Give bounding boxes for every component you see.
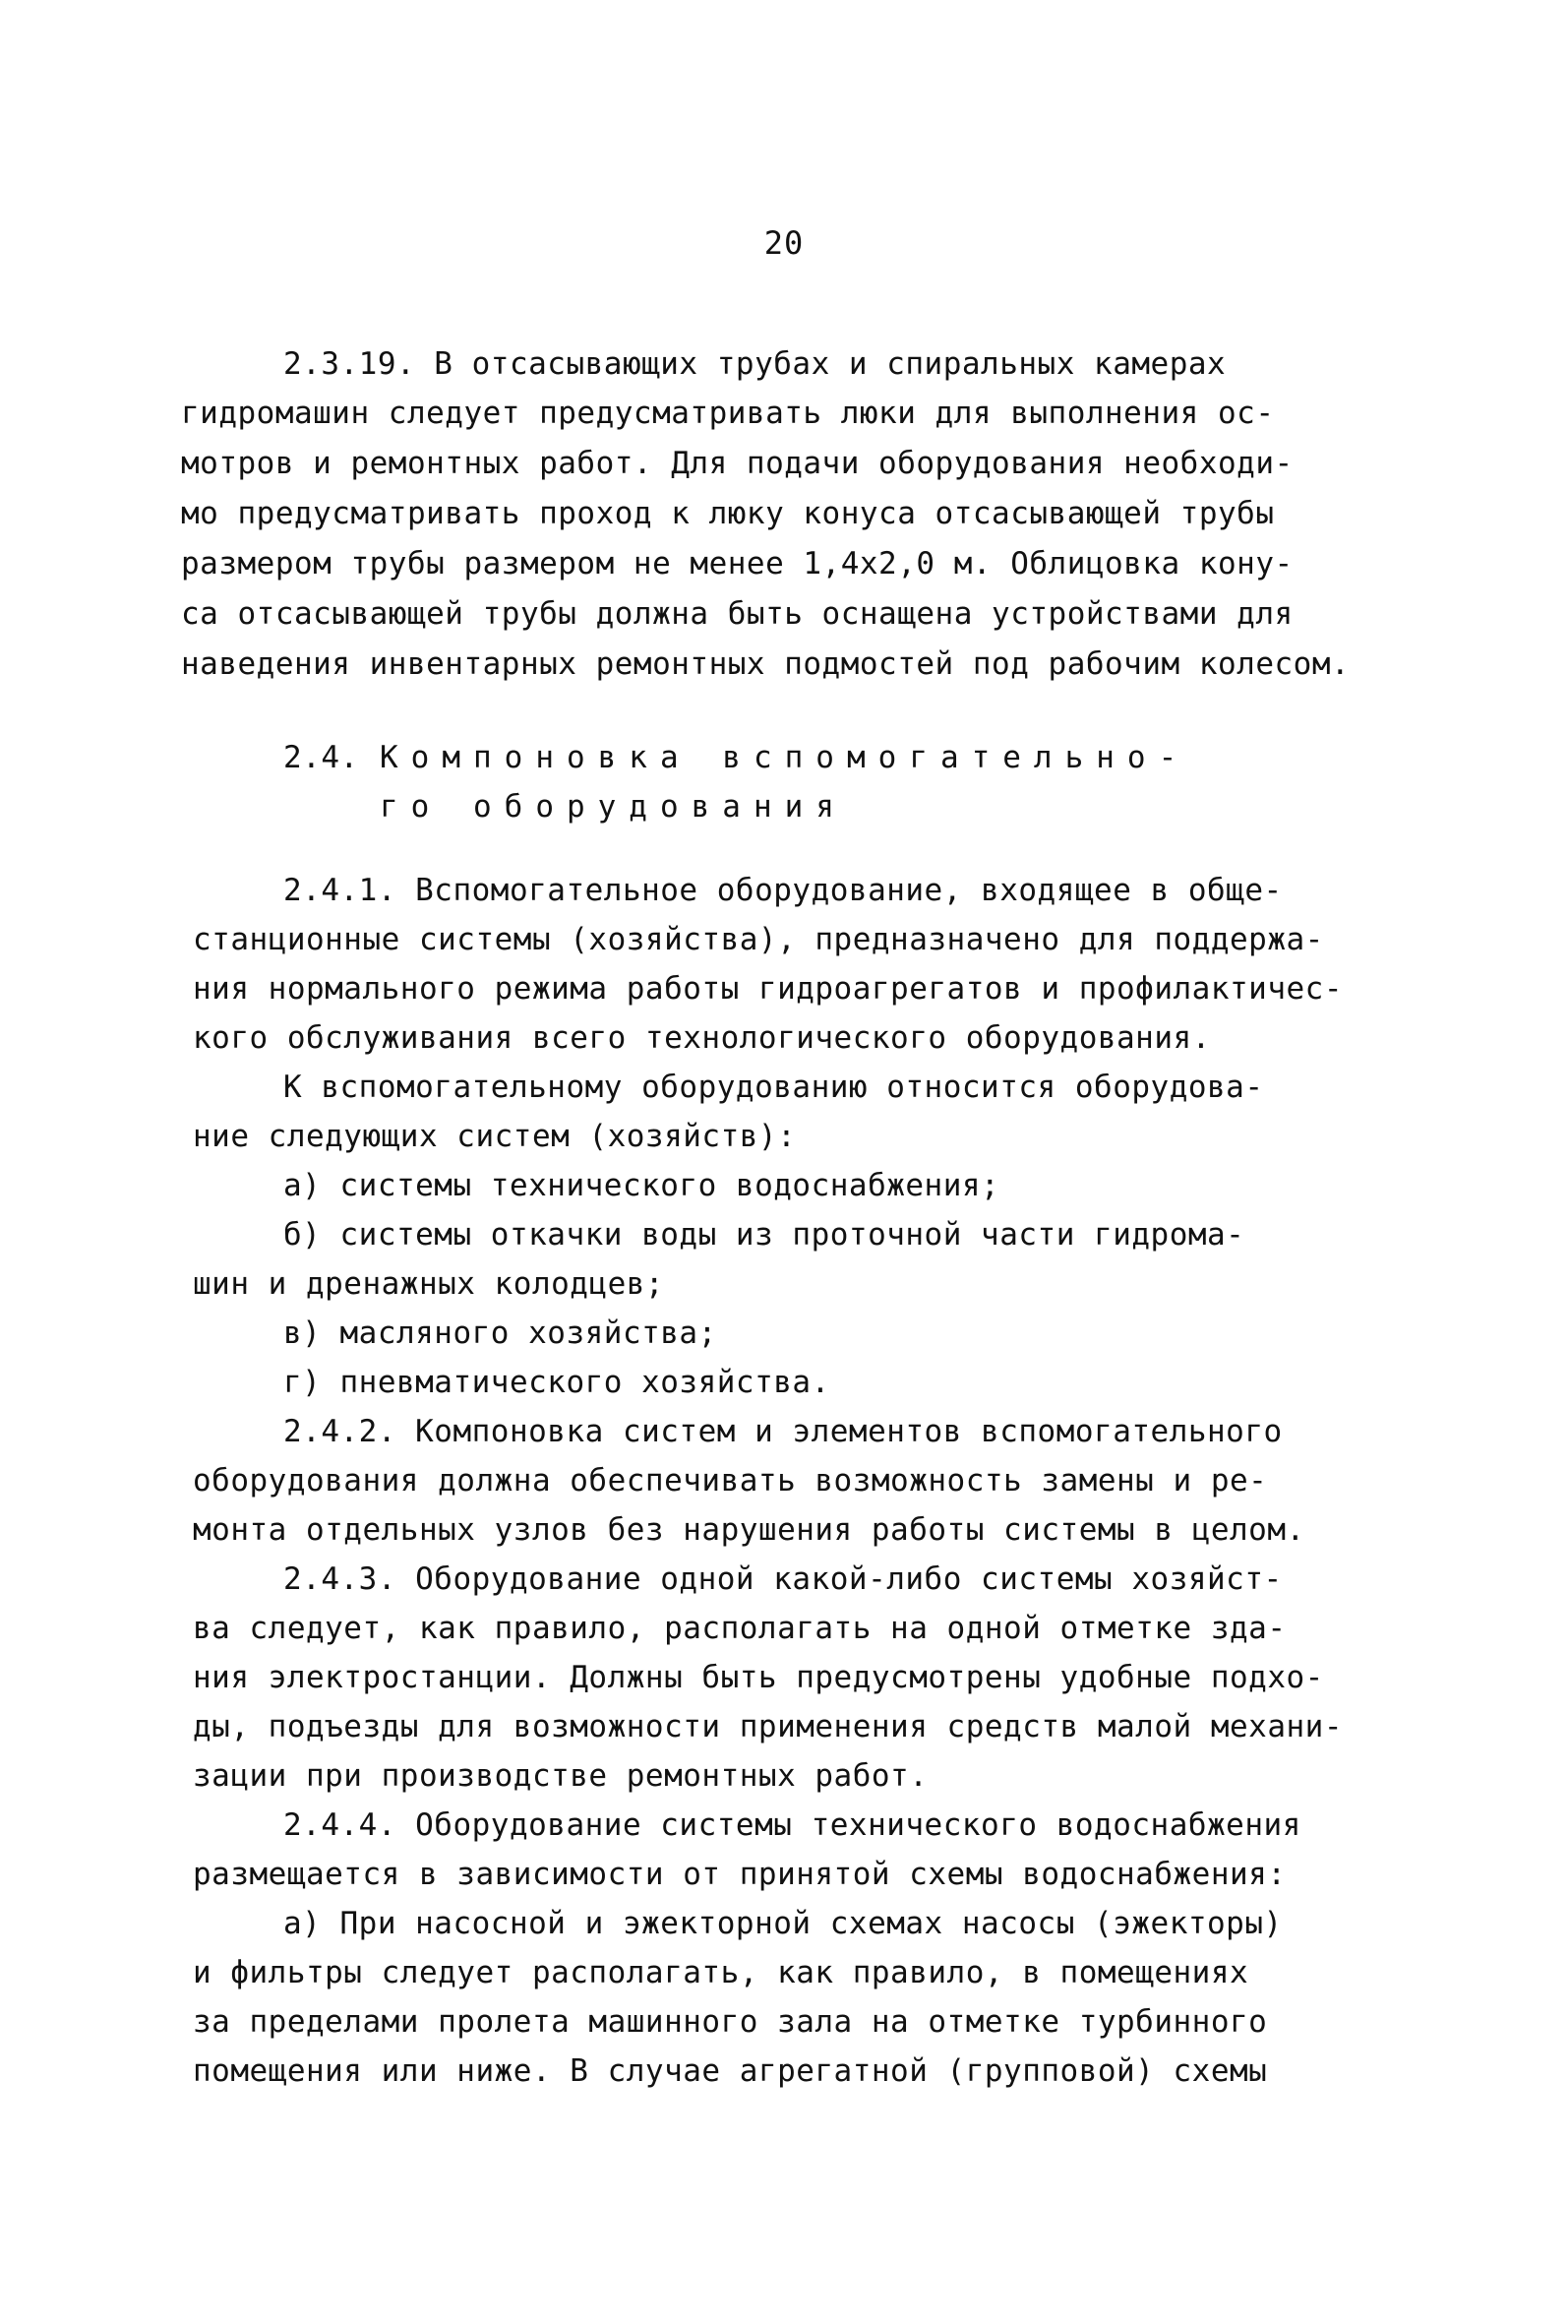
list-item-b: б) системы откачки воды из проточной части гидрома- [283, 1217, 1245, 1253]
body-line: ние следующих систем (хозяйств): [193, 1119, 797, 1154]
body-line: монта отдельных узлов без нарушения работы системы в целом. [193, 1512, 1305, 1548]
page-number: 20 [763, 224, 805, 262]
list-item-c: в) масляного хозяйства; [283, 1315, 717, 1351]
list-item-b-cont: шин и дренажных колодцев; [193, 1266, 665, 1302]
clause-2-3-19-line-1: 2.3.19. В отсасывающих трубах и спиральных камерах [283, 346, 1227, 382]
body-line: зации при производстве ремонтных работ. [193, 1758, 929, 1794]
list-item-d: г) пневматического хозяйства. [283, 1365, 830, 1400]
section-title-line-2: го оборудования [380, 789, 847, 825]
clause-2-3-19-line-3: мотров и ремонтных работ. Для подачи оборудования необходи- [181, 446, 1294, 481]
clause-2-3-19-line-4: мо предусматривать проход к люку конуса отсасывающей трубы [181, 496, 1275, 531]
section-number: 2.4. [283, 740, 359, 775]
list-item-a: а) При насосной и эжекторной схемах насосы (эжекторы) [283, 1906, 1283, 1941]
body-line: 2.4.4. Оборудование системы технического водоснабжения [283, 1807, 1301, 1843]
body-line: ния нормального режима работы гидроагрегатов и профилактичес- [193, 971, 1343, 1007]
body-line: 2.4.2. Компоновка систем и элементов вспомогательного [283, 1414, 1283, 1449]
body-line: 2.4.3. Оборудование одной какой-либо системы хозяйст- [283, 1561, 1283, 1597]
clause-2-3-19-line-6: са отсасывающей трубы должна быть оснащена устройствами для [181, 596, 1294, 632]
body-line: ва следует, как правило, располагать на одной отметке зда- [193, 1611, 1287, 1646]
body-line: станционные системы (хозяйства), предназначено для поддержа- [193, 922, 1324, 957]
body-line: кого обслуживания всего технологического оборудования. [193, 1020, 1211, 1056]
body-line: за пределами пролета машинного зала на отметке турбинного [193, 2004, 1268, 2040]
body-line: помещения или ниже. В случае агрегатной (групповой) схемы [193, 2053, 1268, 2089]
body-line: оборудования должна обеспечивать возможность замены и ре- [193, 1463, 1268, 1498]
clause-2-3-19-line-5: размером трубы размером не менее 1,4x2,0 м. Облицовка кону- [181, 546, 1294, 581]
body-line: К вспомогательному оборудованию относится оборудова- [283, 1070, 1264, 1105]
clause-2-3-19-line-7: наведения инвентарных ремонтных подмостей под рабочим колесом. [181, 646, 1351, 682]
body-line: размещается в зависимости от принятой схемы водоснабжения: [193, 1857, 1287, 1892]
body-line: ния электростанции. Должны быть предусмотрены удобные подхо- [193, 1660, 1324, 1695]
body-line: и фильтры следует располагать, как правило, в помещениях [193, 1955, 1249, 1990]
clause-2-3-19-line-2: гидромашин следует предусматривать люки для выполнения ос- [181, 396, 1275, 431]
body-line: 2.4.1. Вспомогательное оборудование, входящее в обще- [283, 873, 1283, 908]
list-item-a: а) системы технического водоснабжения; [283, 1168, 1000, 1203]
body-line: ды, подъезды для возможности применения средств малой механи- [193, 1709, 1343, 1744]
section-title-line-1: Компоновка вспомогательно- [380, 740, 1190, 775]
